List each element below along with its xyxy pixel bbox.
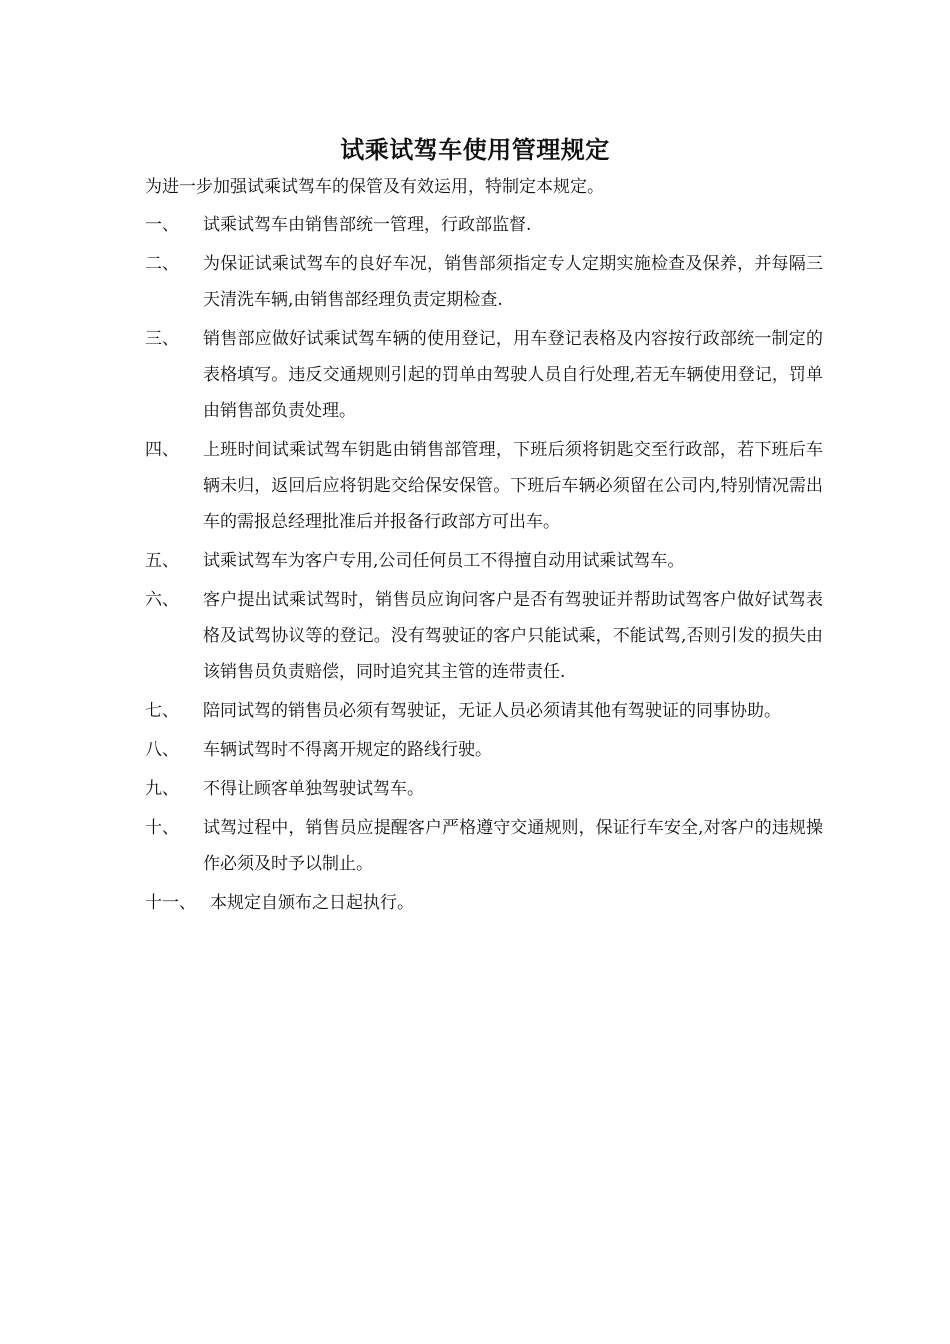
- rule-item-5: [145, 543, 825, 579]
- rule-number: 二、: [145, 254, 179, 274]
- rule-item-1: [145, 207, 825, 243]
- rule-text: 试驾过程中，销售员应提醒客户严格遵守交通规则，保证行车安全,对客户的违规操作必须及时予以制止。: [203, 818, 823, 874]
- rule-item-3: [145, 321, 825, 429]
- rule-item-11: [145, 885, 825, 921]
- rule-number: 五、: [145, 551, 179, 571]
- rule-text: 试乘试驾车为客户专用,公司任何员工不得擅自动用试乘试驾车。: [203, 551, 685, 571]
- rule-number: 九、: [145, 779, 179, 799]
- rule-item-4: [145, 432, 825, 540]
- rule-item-7: [145, 693, 825, 729]
- rule-number: 四、: [145, 440, 179, 460]
- rule-text: 陪同试驾的销售员必须有驾驶证，无证人员必须请其他有驾驶证的同事协助。: [203, 701, 781, 721]
- rule-text: 销售部应做好试乘试驾车辆的使用登记，用车登记表格及内容按行政部统一制定的表格填写。违反交通规则引起的罚单由驾驶人员自行处理,若无车辆使用登记，罚单由销售部负责处理。: [203, 329, 823, 421]
- rule-item-9: [145, 771, 825, 807]
- document-title: 试乘试驾车使用管理规定: [340, 136, 610, 164]
- rule-number: 十、: [145, 818, 179, 838]
- rule-item-8: [145, 732, 825, 768]
- rule-text: 车辆试驾时不得离开规定的路线行驶。: [203, 740, 492, 760]
- rule-number: 六、: [145, 590, 179, 610]
- intro-paragraph: 为进一步加强试乘试驾车的保管及有效运用，特制定本规定。: [145, 177, 604, 197]
- rule-number: 十一、: [145, 893, 196, 913]
- rule-text: 不得让顾客单独驾驶试驾车。: [203, 779, 424, 799]
- rule-item-2: [145, 246, 825, 318]
- rule-text: 上班时间试乘试驾车钥匙由销售部管理，下班后须将钥匙交至行政部，若下班后车辆未归，返回后应将钥匙交给保安保管。下班后车辆必须留在公司内,特别情况需出车的需报总经理批准后并报备行政部方可出车。: [203, 440, 823, 532]
- rule-number: 八、: [145, 740, 179, 760]
- rule-text: 客户提出试乘试驾时，销售员应询问客户是否有驾驶证并帮助试驾客户做好试驾表格及试驾协议等的登记。没有驾驶证的客户只能试乘，不能试驾,否则引发的损失由该销售员负责赔偿，同时追究其主管的连带责任.: [203, 590, 823, 682]
- rule-number: 七、: [145, 701, 179, 721]
- rules-list: [145, 207, 825, 924]
- rule-item-10: [145, 810, 825, 882]
- rule-text: 本规定自颁布之日起执行。: [210, 893, 414, 913]
- rule-text: 试乘试驾车由销售部统一管理，行政部监督.: [203, 215, 532, 235]
- rule-text: 为保证试乘试驾车的良好车况，销售部须指定专人定期实施检查及保养，并每隔三天清洗车辆,由销售部经理负责定期检查.: [203, 254, 823, 310]
- rule-number: 一、: [145, 215, 179, 235]
- rule-number: 三、: [145, 329, 179, 349]
- rule-item-6: [145, 582, 825, 690]
